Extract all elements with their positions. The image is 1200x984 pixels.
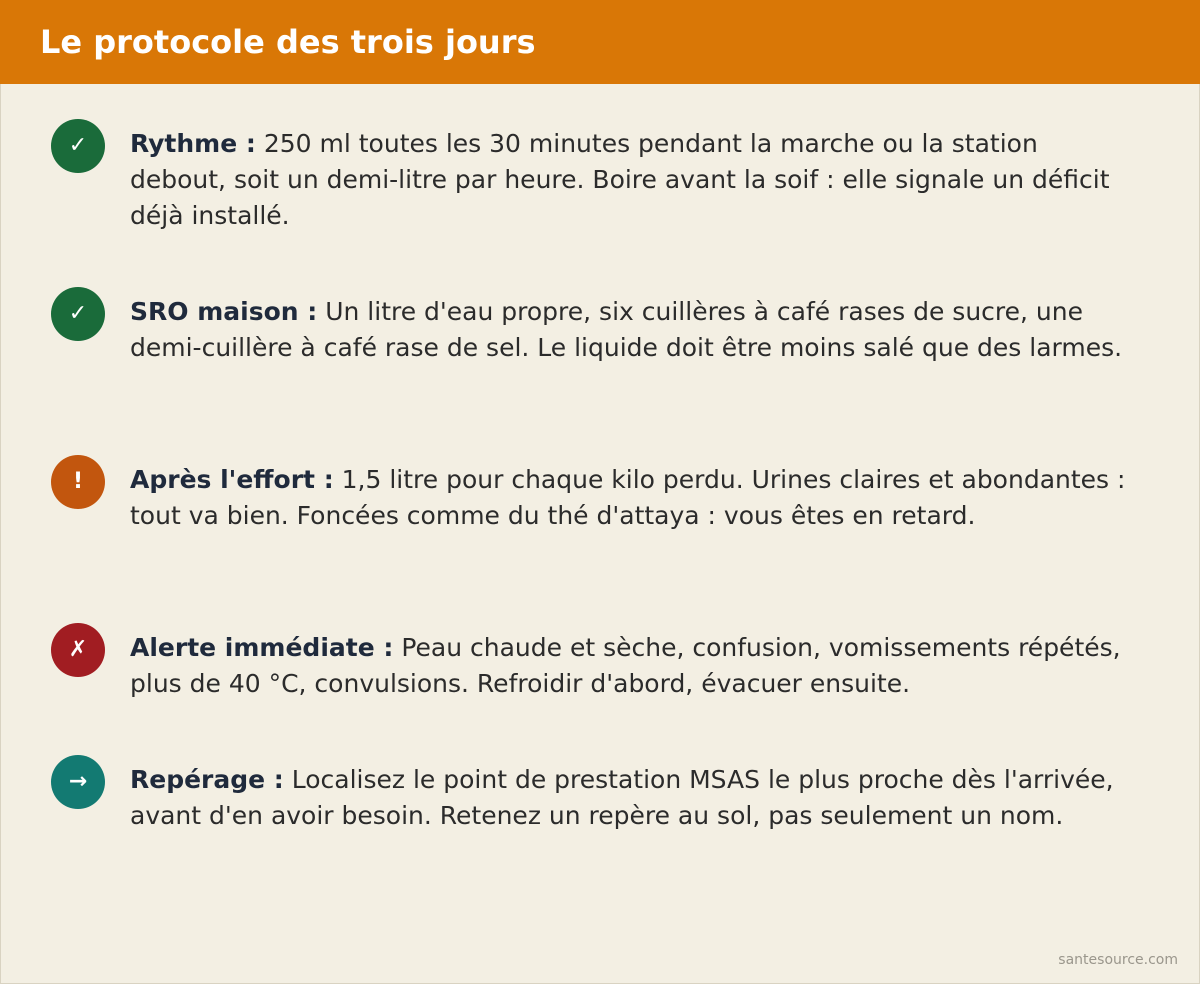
item-text xyxy=(130,762,1140,834)
item-label: SRO maison : xyxy=(130,297,318,326)
item-label: Alerte immédiate : xyxy=(130,633,394,662)
item-body: Un litre d'eau propre, six cuillères à café rases de sucre, une demi-cuillère à café rase de sel. Le liquide doit être moins salé que des larmes. xyxy=(130,297,1123,362)
item-text xyxy=(130,630,1140,702)
item-label: Repérage : xyxy=(130,765,284,794)
cross-icon: ✗ xyxy=(51,623,105,677)
check-icon: ✓ xyxy=(51,287,105,341)
item-body: 1,5 litre pour chaque kilo perdu. Urines claires et abondantes : tout va bien. Foncées comme du thé d'attaya : vous êtes en retard. xyxy=(130,465,1126,530)
header-banner xyxy=(0,0,1200,84)
check-icon: ✓ xyxy=(51,119,105,173)
item-label: Après l'effort : xyxy=(130,465,334,494)
item-body: 250 ml toutes les 30 minutes pendant la marche ou la station debout, soit un demi-litre par heure. Boire avant la soif : elle signale un déficit déjà installé. xyxy=(130,129,1110,230)
item-label: Rythme : xyxy=(130,129,256,158)
item-text xyxy=(130,126,1140,234)
item-body: Localisez le point de prestation MSAS le plus proche dès l'arrivée, avant d'en avoir besoin. Retenez un repère au sol, pas seulement un nom. xyxy=(130,765,1114,830)
item-text xyxy=(130,462,1140,534)
item-body: Peau chaude et sèche, confusion, vomissements répétés, plus de 40 °C, convulsions. Refroidir d'abord, évacuer ensuite. xyxy=(130,633,1121,698)
source-credit: santesource.com xyxy=(1058,952,1178,968)
page-title: Le protocole des trois jours xyxy=(40,23,536,61)
arrow-right-icon: → xyxy=(51,755,105,809)
exclamation-icon: ! xyxy=(51,455,105,509)
item-text xyxy=(130,294,1140,366)
